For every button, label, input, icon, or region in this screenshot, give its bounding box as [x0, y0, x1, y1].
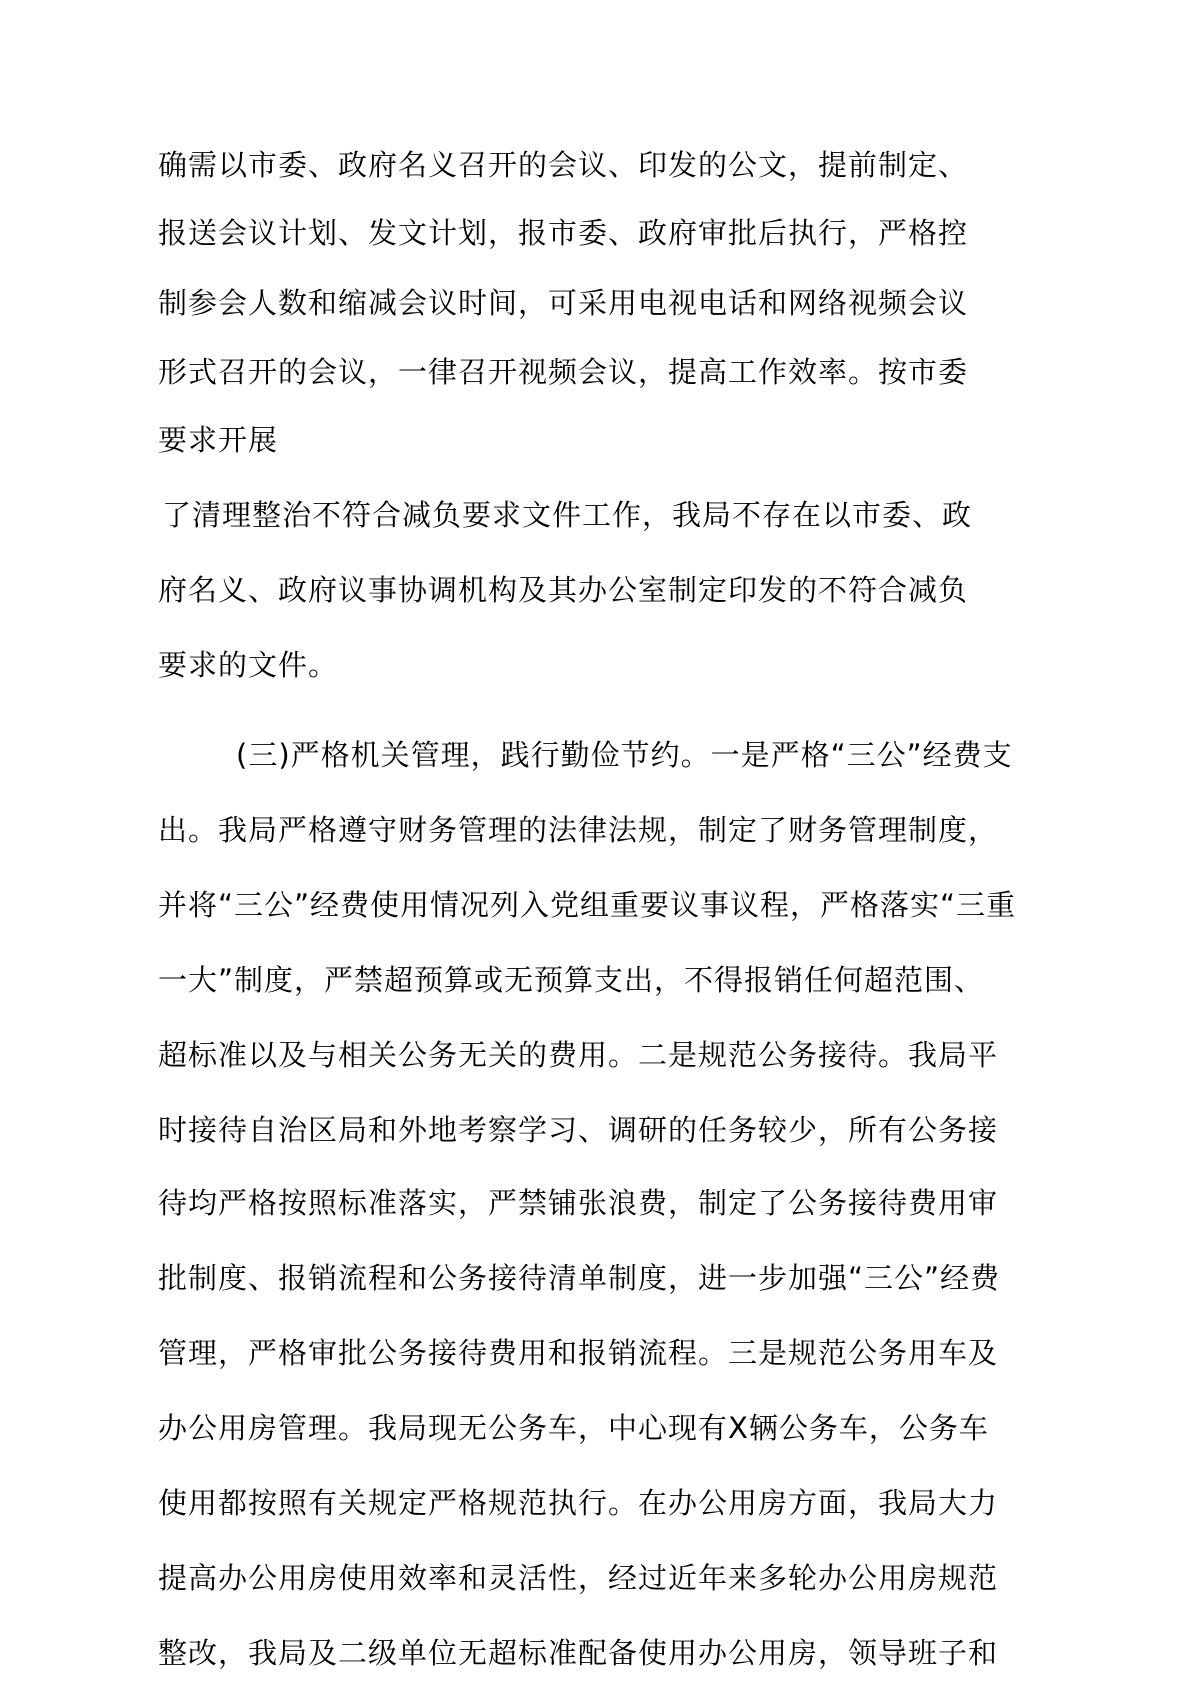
text-line: 时接待自治区局和外地考察学习、调研的任务较少，所有公务接 — [158, 1113, 999, 1147]
text-line: 出。我局严格遵守财务管理的法律法规，制定了财务管理制度， — [158, 813, 999, 847]
text-line: 管理，严格审批公务接待费用和报销流程。三是规范公务用车及 — [158, 1336, 999, 1370]
text-line: 形式召开的会议，一律召开视频会议，提高工作效率。按市委 — [158, 355, 969, 389]
text-line: 办公用房管理。我局现无公务车，中心现有X辆公务车，公务车 — [158, 1411, 989, 1445]
text-line: 要求开展 — [158, 423, 279, 457]
text-line: 超标准以及与相关公务无关的费用。二是规范公务接待。我局平 — [158, 1038, 999, 1072]
text-line: 并将“三公”经费使用情况列入党组重要议事议程，严格落实“三重 — [158, 888, 1017, 922]
section-heading-line: (三)严格机关管理，践行勤俭节约。一是严格“三公”经费支 — [236, 738, 1013, 772]
text-line: 一大”制度，严禁超预算或无预算支出，不得报销任何超范围、 — [158, 963, 985, 997]
text-line: 待均严格按照标准落实，严禁铺张浪费，制定了公务接待费用审 — [158, 1186, 999, 1220]
text-line: 提高办公用房使用效率和灵活性，经过近年来多轮办公用房规范 — [158, 1561, 999, 1595]
text-line: 制参会人数和缩减会议时间，可采用电视电话和网络视频会议 — [158, 286, 969, 320]
text-line: 使用都按照有关规定严格规范执行。在办公用房方面，我局大力 — [158, 1486, 999, 1520]
text-line: 府名义、政府议事协调机构及其办公室制定印发的不符合减负 — [158, 573, 969, 607]
text-line: 确需以市委、政府名义召开的会议、印发的公文，提前制定、 — [158, 148, 969, 182]
text-line: 要求的文件。 — [158, 648, 339, 682]
text-line: 整改，我局及二级单位无超标准配备使用办公用房，领导班子和 — [158, 1636, 999, 1670]
text-line: 了清理整治不符合减负要求文件工作，我局不存在以市委、政 — [162, 498, 973, 532]
text-line: 批制度、报销流程和公务接待清单制度，进一步加强“三公”经费 — [158, 1261, 1001, 1295]
text-line: 报送会议计划、发文计划，报市委、政府审批后执行，严格控 — [158, 216, 969, 250]
